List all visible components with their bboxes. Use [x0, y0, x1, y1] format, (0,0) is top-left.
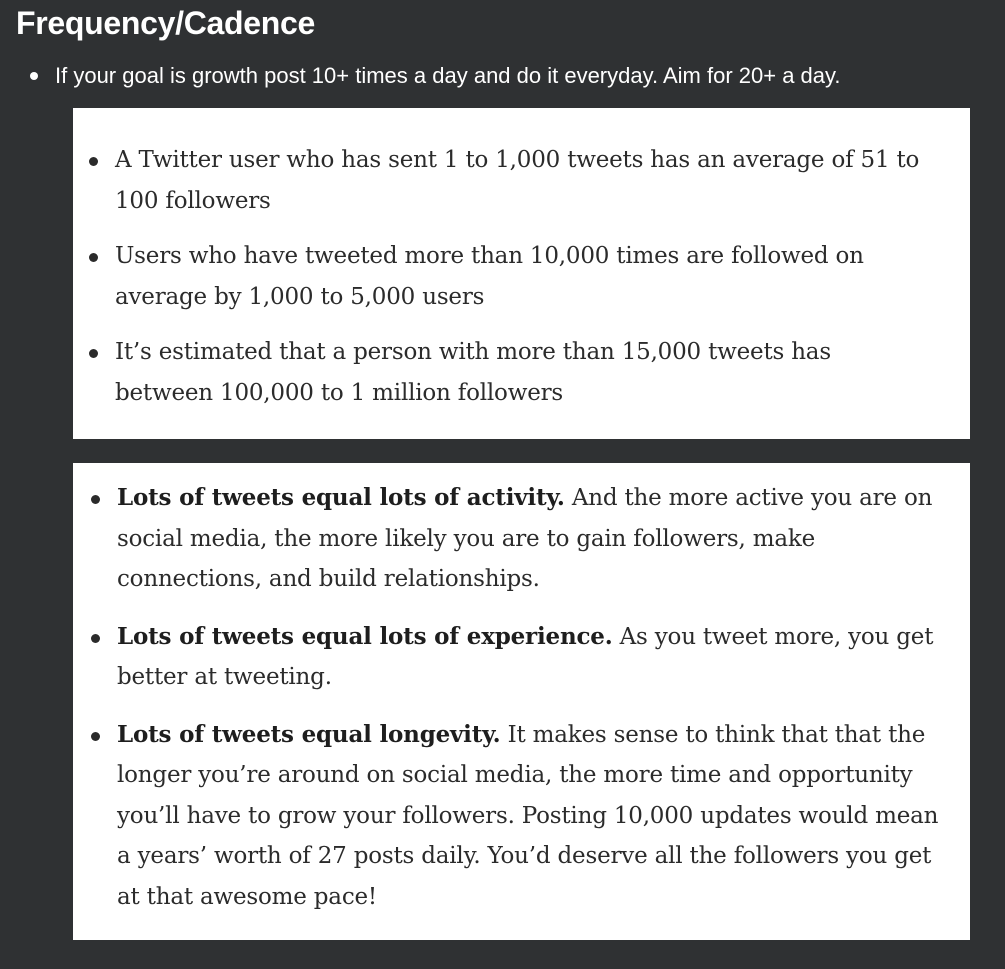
list-item-text: And the more active you are on social media, the more likely you are to gain followers, make connections, and build relationships.: [117, 485, 933, 592]
bullet-dot: [30, 72, 38, 80]
list-item: [115, 140, 930, 221]
quote-box-benefits: [73, 463, 970, 940]
list-item: [115, 236, 930, 317]
bullet-dot: [89, 157, 98, 166]
list-item-bold-lead: Lots of tweets equal lots of experience.: [117, 622, 613, 650]
section-heading: Frequency/Cadence: [16, 5, 316, 41]
quote-box-statistics: [73, 108, 970, 439]
list-item-bold-lead: Lots of tweets equal longevity.: [117, 720, 501, 748]
list-item: [117, 478, 945, 600]
benefits-list: [117, 478, 945, 917]
list-item-text: It makes sense to think that that the longer you’re around on social media, the more time and opportunity you’ll have to grow your followers. Posting 10,000 updates would mean a years’ worth of 27 posts daily. You’d deserve all the followers you get at that awesome pace!: [117, 721, 939, 910]
bullet-dot: [89, 253, 98, 262]
goal-bullet-text: If your goal is growth post 10+ times a day and do it everyday. Aim for 20+ a day.: [55, 63, 841, 88]
bullet-dot: [91, 732, 100, 741]
list-item: [115, 332, 930, 413]
list-item-text: As you tweet more, you get better at tweeting.: [117, 623, 934, 690]
list-item: [117, 617, 945, 698]
statistics-list: [115, 140, 930, 413]
bullet-dot: [89, 349, 98, 358]
list-item-bold-lead: Lots of tweets equal lots of activity.: [117, 484, 565, 511]
bullet-dot: [91, 634, 100, 643]
list-item-text: Users who have tweeted more than 10,000 times are followed on average by 1,000 to 5,000 users: [115, 243, 864, 310]
list-item-text: It’s estimated that a person with more than 15,000 tweets has between 100,000 to 1 million followers: [115, 339, 831, 406]
list-item-text: A Twitter user who has sent 1 to 1,000 tweets has an average of 51 to 100 followers: [115, 147, 920, 214]
goal-bullet: [30, 60, 841, 92]
list-item: [117, 715, 945, 918]
bullet-dot: [91, 495, 100, 504]
